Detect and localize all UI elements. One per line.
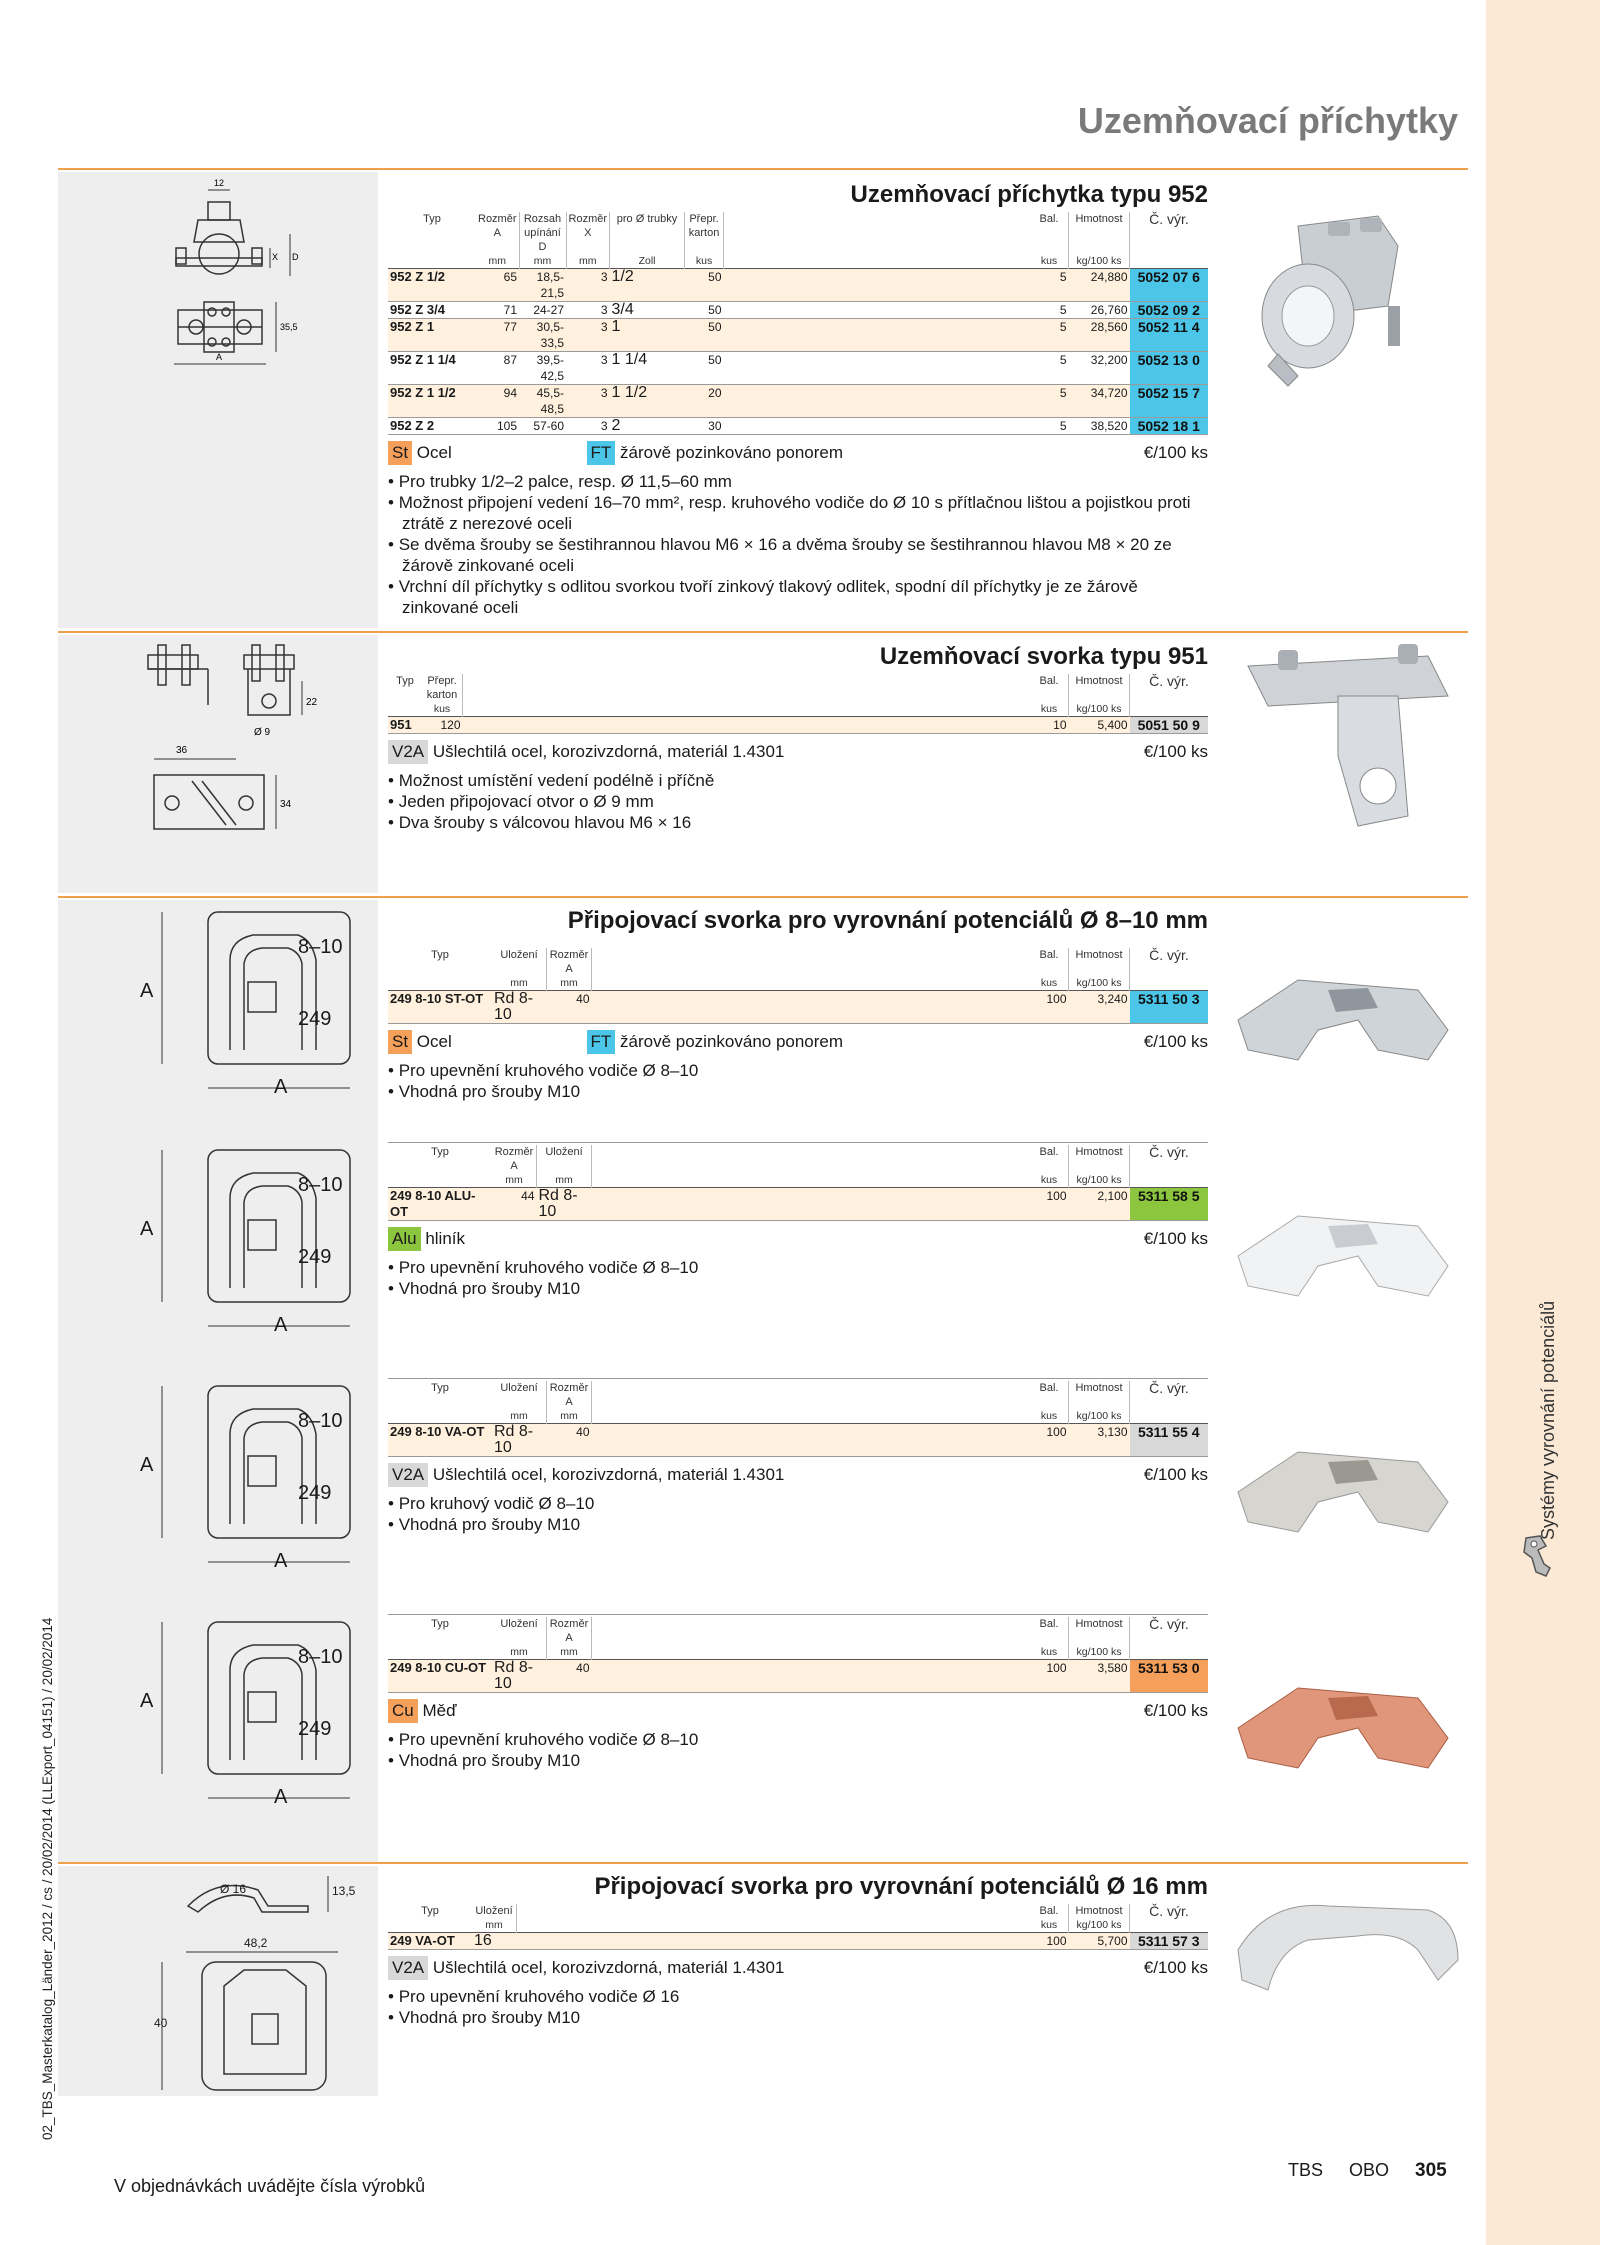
- hdr-bal: Bal.: [1030, 212, 1069, 254]
- label-type: 249: [298, 1718, 332, 1740]
- variant-st: [388, 948, 1208, 1102]
- feature-list: • Pro upevnění kruhového vodiče Ø 8–10 • Vhodná pro šrouby M10: [388, 1257, 1208, 1299]
- label-a-vertical: A: [140, 1454, 154, 1476]
- label-a-horizontal: A: [274, 1076, 288, 1098]
- feature-list: [388, 471, 1208, 618]
- product-photo-952: [1228, 186, 1468, 426]
- section-divider: [58, 1862, 1468, 1864]
- page-number: 305: [1415, 2160, 1447, 2181]
- dim-9: Ø 9: [254, 727, 271, 738]
- material-badge: Alu: [388, 1227, 421, 1251]
- unit-bal: kus: [1030, 702, 1069, 717]
- hdr-weight: Hmotnost: [1069, 674, 1130, 702]
- right-sidebar: [1486, 0, 1600, 2245]
- drawing-16: [58, 1866, 378, 2096]
- label-range: 8–10: [298, 1410, 343, 1432]
- material-line: Cu Měď €/100 ks: [388, 1697, 1208, 1725]
- material-name: Ušlechtilá ocel, korozivzdorná, materiál 1.4301: [432, 742, 785, 761]
- material-badge: St: [388, 441, 412, 465]
- hdr-x: Rozměr X: [566, 212, 610, 254]
- section-divider: [58, 631, 1468, 633]
- spec-table: Typ Uložení Rozměr A Bal. Hmotnost Č. výr. mm mm kus kg/100 ks 249 8-10 VA-OT Rd 8-10 40 100 3,130 5311 55 4: [388, 1381, 1208, 1457]
- variant-va: [388, 1378, 1208, 1535]
- section-title: Připojovací svorka pro vyrovnání potenciálů Ø 8–10 mm: [567, 907, 1208, 934]
- finish-name: žárově pozinkováno ponorem: [620, 443, 844, 462]
- spec-table-951: [388, 674, 1208, 734]
- material-badge: V2A: [388, 1463, 428, 1487]
- unit-pipe: Zoll: [610, 254, 685, 269]
- dim-13: 13,5: [332, 1884, 356, 1898]
- label-a-vertical: A: [140, 1218, 154, 1240]
- label-range: 8–10: [298, 1174, 343, 1196]
- dim-36: 36: [176, 745, 188, 756]
- label-type: 249: [298, 1482, 332, 1504]
- hdr-bal: Bal.: [1030, 674, 1069, 702]
- table-row: 249 VA-OT 16 100 5,700 5311 57 3: [388, 1933, 1208, 1950]
- table-row: 249 8-10 CU-OT Rd 8-10 40 100 3,580 5311 53 0: [388, 1660, 1208, 1693]
- label-a-vertical: A: [140, 1690, 154, 1712]
- spec-table: Typ Uložení Rozměr A Bal. Hmotnost Č. výr. mm mm kus kg/100 ks 249 8-10 CU-OT Rd 8-10 40 100 3,580 5311 53 0: [388, 1617, 1208, 1693]
- unit-carton: kus: [685, 254, 724, 269]
- table-row: 952 Z 1/2 65 18,5-21,5 3 1/2 50 5 24,880 5052 07 6: [388, 269, 1208, 302]
- material-line: St Ocel FT žárově pozinkováno ponorem €/100 ks: [388, 1028, 1208, 1056]
- list-item: • Dva šrouby s válcovou hlavou M6 × 16: [388, 812, 1208, 833]
- drawing-951: [58, 635, 378, 893]
- dim-22: 22: [306, 697, 318, 708]
- material-line: Alu hliník €/100 ks: [388, 1225, 1208, 1253]
- spec-table-952: [388, 212, 1208, 435]
- label-range: 8–10: [298, 1646, 343, 1668]
- table-row: 952 Z 1 1/2 94 45,5-48,5 3 1 1/2 20 5 34,720 5052 15 7: [388, 385, 1208, 418]
- drawing-952: [58, 172, 378, 628]
- product-photo-16: [1228, 1880, 1468, 2000]
- section-divider: [58, 896, 1468, 898]
- label-a-horizontal: A: [274, 1314, 288, 1336]
- page-title: Uzemňovací příchytky: [1077, 100, 1458, 141]
- section-249-16: [388, 1870, 1208, 2028]
- price-unit: €/100 ks: [1143, 1032, 1208, 1051]
- product-photo-alu: [1228, 1196, 1468, 1306]
- brand-obo: OBO: [1349, 2160, 1390, 2180]
- clamp-icon: [1518, 1532, 1558, 1582]
- section-952: [388, 178, 1208, 618]
- finish-badge: FT: [587, 1030, 616, 1054]
- section-title: Uzemňovací svorka typu 951: [879, 643, 1208, 670]
- feature-list: • Pro upevnění kruhového vodiče Ø 8–10 • Vhodná pro šrouby M10: [388, 1729, 1208, 1771]
- label-a-vertical: A: [140, 980, 154, 1002]
- feature-list: • Pro upevnění kruhového vodiče Ø 16 • Vhodná pro šrouby M10: [388, 1986, 1208, 2028]
- price-unit: €/100 ks: [1143, 443, 1208, 462]
- label-a-horizontal: A: [274, 1550, 288, 1572]
- hdr-art: Č. výr.: [1149, 211, 1189, 227]
- material-line: V2A Ušlechtilá ocel, korozivzdorná, materiál 1.4301 €/100 ks: [388, 1461, 1208, 1489]
- hdr-a: Rozměr A: [476, 212, 519, 254]
- variant-alu: [388, 1142, 1208, 1299]
- dim-12: 12: [214, 178, 225, 188]
- product-photo-cu: [1228, 1668, 1468, 1778]
- list-item: • Jeden připojovací otvor o Ø 9 mm: [388, 791, 1208, 812]
- label-range: 8–10: [298, 936, 343, 958]
- brand-tbs: TBS: [1288, 2160, 1324, 2180]
- list-item: • Možnost umístění vedení podélně i příčně: [388, 770, 1208, 791]
- dim-48: 48,2: [244, 1936, 268, 1950]
- table-row: 951 120 10 5,400 5051 50 9: [388, 717, 1208, 734]
- unit-carton: kus: [422, 702, 463, 717]
- material-badge: V2A: [388, 740, 428, 764]
- dim-35: 35,5: [280, 322, 298, 332]
- catalog-note: 02_TBS_Masterkatalog_Länder_2012 / cs / 20/02/2014 (LLExport_04151) / 20/02/2014: [40, 1617, 55, 2140]
- hdr-carton: Přepr. karton: [685, 212, 724, 254]
- table-row: 952 Z 3/4 71 24-27 3 3/4 50 5 26,760 5052 09 2: [388, 302, 1208, 319]
- table-row: 952 Z 1 77 30,5-33,5 3 1 50 5 28,560 5052 11 4: [388, 319, 1208, 352]
- hdr-weight: Hmotnost: [1069, 212, 1130, 254]
- table-row: 952 Z 2 105 57-60 3 2 30 5 38,520 5052 18 1: [388, 418, 1208, 435]
- section-951: [388, 640, 1208, 833]
- unit-weight: kg/100 ks: [1069, 702, 1130, 717]
- product-photo-va: [1228, 1432, 1468, 1542]
- material-badge: V2A: [388, 1956, 428, 1980]
- label-a-horizontal: A: [274, 1786, 288, 1808]
- unit-x: mm: [566, 254, 610, 269]
- table-row: 249 8-10 ALU-OT 44 Rd 8-10 100 2,100 5311 58 5: [388, 1188, 1208, 1221]
- section-title: Uzemňovací příchytka typu 952: [850, 181, 1208, 208]
- table-row: 249 8-10 ST-OT Rd 8-10 40 100 3,240 5311 50 3: [388, 991, 1208, 1024]
- section-249-8-10: [388, 904, 1208, 938]
- sidebar-label: Systémy vyrovnání potenciálů: [1538, 1300, 1558, 1540]
- spec-table: Typ Rozměr A Uložení Bal. Hmotnost Č. výr. mm mm kus kg/100 ks 249 8-10 ALU-OT 44 Rd 8-10 100 2,100 5311 58 5: [388, 1145, 1208, 1221]
- unit-bal: kus: [1030, 254, 1069, 269]
- price-unit: €/100 ks: [1143, 1465, 1208, 1484]
- finish-badge: FT: [587, 441, 616, 465]
- dim-x: X: [272, 252, 279, 262]
- material-name: Ocel: [416, 443, 452, 462]
- label-type: 249: [298, 1246, 332, 1268]
- price-unit: €/100 ks: [1143, 1229, 1208, 1248]
- spec-table: Typ Uložení Rozměr A Bal. Hmotnost Č. výr. mm mm kus kg/100 ks 249 8-10 ST-OT Rd 8-10 40 100 3,240 5311 50 3: [388, 948, 1208, 1024]
- hdr-typ: Typ: [396, 675, 414, 687]
- dim-34: 34: [280, 799, 292, 810]
- drawing-249: [58, 900, 378, 1864]
- material-line: [388, 439, 1208, 467]
- material-line: V2A Ušlechtilá ocel, korozivzdorná, materiál 1.4301 €/100 ks: [388, 1954, 1208, 1982]
- unit-a: mm: [476, 254, 519, 269]
- feature-list: • Pro kruhový vodič Ø 8–10 • Vhodná pro šrouby M10: [388, 1493, 1208, 1535]
- unit-weight: kg/100 ks: [1069, 254, 1130, 269]
- hdr-carton: Přepr. karton: [422, 674, 463, 702]
- product-photo-951: [1228, 636, 1468, 836]
- feature-list: • Pro upevnění kruhového vodiče Ø 8–10 • Vhodná pro šrouby M10: [388, 1060, 1208, 1102]
- order-note: V objednávkách uvádějte čísla výrobků: [114, 2176, 426, 2196]
- variant-cu: [388, 1614, 1208, 1771]
- list-item: • Pro trubky 1/2–2 palce, resp. Ø 11,5–60 mm: [388, 471, 1208, 492]
- list-item: • Možnost připojení vedení 16–70 mm², resp. kruhového vodiče do Ø 10 s přítlačnou lištou a pojistkou proti ztrátě z nerezové oceli: [388, 492, 1208, 534]
- label-type: 249: [298, 1008, 332, 1030]
- unit-d: mm: [519, 254, 566, 269]
- dim-40: 40: [154, 2016, 168, 2030]
- material-badge: St: [388, 1030, 412, 1054]
- price-unit: €/100 ks: [1143, 1958, 1208, 1977]
- table-row: 952 Z 1 1/4 87 39,5-42,5 3 1 1/4 50 5 32,200 5052 13 0: [388, 352, 1208, 385]
- material-line: [388, 738, 1208, 766]
- footer-brand: [1288, 2160, 1447, 2182]
- hdr-d: Rozsah upínání D: [519, 212, 566, 254]
- hdr-art: Č. výr.: [1149, 673, 1189, 689]
- dim-d: D: [292, 252, 299, 262]
- product-photo-st: [1228, 960, 1468, 1070]
- spec-table-16: Typ Uložení Bal. Hmotnost Č. výr. mm kus kg/100 ks 249 VA-OT 16 100 5,700 5311 57 3: [388, 1904, 1208, 1950]
- material-badge: Cu: [388, 1699, 418, 1723]
- price-unit: €/100 ks: [1143, 1701, 1208, 1720]
- dim-a: A: [216, 352, 223, 362]
- dim-r: Ø 16: [220, 1882, 247, 1896]
- section-divider: [58, 168, 1468, 170]
- list-item: • Se dvěma šrouby se šestihrannou hlavou M6 × 16 a dvěma šrouby se šestihrannou hlavou M8 × 20 ze žárově zinkované oceli: [388, 534, 1208, 576]
- section-title: Připojovací svorka pro vyrovnání potenciálů Ø 16 mm: [594, 1873, 1208, 1900]
- hdr-pipe: pro Ø trubky: [610, 212, 685, 254]
- list-item: • Vrchní díl příchytky s odlitou svorkou tvoří zinkový tlakový odlitek, spodní díl příchytky je ze žárově zinkované oceli: [388, 576, 1208, 618]
- feature-list: [388, 770, 1208, 833]
- hdr-typ: Typ: [423, 213, 441, 225]
- table-row: 249 8-10 VA-OT Rd 8-10 40 100 3,130 5311 55 4: [388, 1424, 1208, 1457]
- price-unit: €/100 ks: [1143, 742, 1208, 761]
